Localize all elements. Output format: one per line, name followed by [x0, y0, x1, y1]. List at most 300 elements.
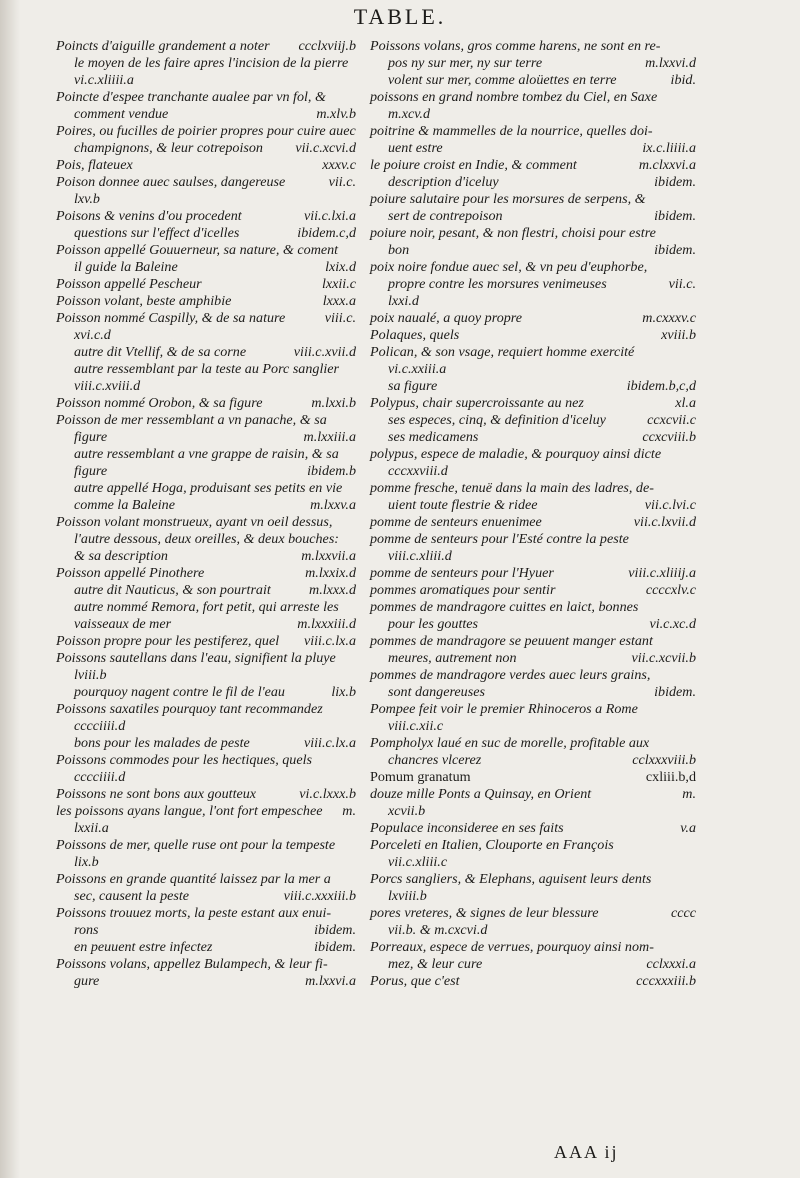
index-line [56, 735, 356, 752]
index-entry [370, 939, 696, 973]
entry-reference [350, 55, 356, 72]
entry-text: douze mille Ponts a Quinsay, en Orient [370, 786, 592, 802]
entry-reference [690, 463, 696, 480]
entry-reference [690, 344, 696, 361]
index-line [56, 633, 356, 650]
entry-reference [690, 123, 696, 140]
entry-text: rons [74, 922, 99, 938]
entry-text: questions sur l'effect d'icelles [74, 225, 240, 241]
index-line [370, 378, 696, 395]
index-line [370, 922, 696, 939]
index-line [370, 412, 696, 429]
entry-text: xcvii.b [388, 803, 426, 819]
entry-reference [690, 599, 696, 616]
index-line [56, 55, 356, 72]
index-entry [370, 514, 696, 531]
index-line [56, 123, 356, 140]
index-line [370, 259, 696, 276]
index-entry [56, 837, 356, 871]
entry-text: autre dit Vtellif, & de sa corne [74, 344, 247, 360]
entry-text: gure [74, 973, 100, 989]
entry-reference: ibidem. [654, 684, 696, 700]
index-entry [56, 242, 356, 276]
index-line [56, 956, 356, 973]
entry-text: Poison donnee auec saulses, dangereuse [56, 174, 286, 190]
entry-text: propre contre les morsures venimeuses [388, 276, 607, 292]
index-line [370, 208, 696, 225]
entry-reference [690, 548, 696, 565]
index-line [56, 38, 356, 55]
entry-reference [350, 667, 356, 684]
entry-reference: vii.c.lxvii.d [633, 514, 696, 530]
index-line [370, 820, 696, 837]
entry-reference: v.a [680, 820, 696, 836]
entry-reference: m.lxxix.d [305, 565, 356, 581]
entry-text: lxviii.b [388, 888, 427, 904]
entry-reference: cccxxxiii.b [636, 973, 696, 989]
index-line [370, 429, 696, 446]
entry-reference [350, 412, 356, 429]
entry-text: vii.b. & m.cxcvi.d [388, 922, 488, 938]
entry-text: vaisseaux de mer [74, 616, 172, 632]
entry-reference [690, 480, 696, 497]
index-entry [56, 633, 356, 650]
index-line [56, 837, 356, 854]
index-line [370, 871, 696, 888]
entry-reference [350, 599, 356, 616]
entry-reference [690, 191, 696, 208]
index-entry [370, 191, 696, 225]
entry-text: pommes de mandragore cuittes en laict, bonnes [370, 599, 639, 615]
index-line [370, 616, 696, 633]
index-line [56, 327, 356, 344]
index-line [56, 973, 356, 990]
entry-reference: vii.c.xcvi.d [295, 140, 356, 156]
entry-reference: ibid. [670, 72, 696, 88]
index-line [56, 480, 356, 497]
entry-reference: vii.c. [328, 174, 356, 190]
index-line [56, 497, 356, 514]
entry-text: sa figure [388, 378, 438, 394]
entry-reference: lxxx.a [322, 293, 356, 309]
index-entry [370, 123, 696, 157]
index-line [56, 412, 356, 429]
index-line [370, 565, 696, 582]
index-line [370, 361, 696, 378]
entry-reference: viii.c. [324, 310, 356, 326]
index-line [56, 599, 356, 616]
entry-text: comme la Baleine [74, 497, 175, 513]
entry-reference [350, 905, 356, 922]
index-line [370, 548, 696, 565]
index-entry [370, 701, 696, 735]
entry-reference [350, 446, 356, 463]
entry-reference [690, 633, 696, 650]
index-entry [56, 174, 356, 208]
index-entry [56, 38, 356, 89]
entry-text: Poincte d'espee tranchante aualee par vn fol, & [56, 89, 326, 105]
entry-text: autre ressemblant a vne grappe de raisin, & sa [74, 446, 339, 462]
entry-text: pour les gouttes [388, 616, 479, 632]
index-line [56, 718, 356, 735]
entry-reference: xviii.b [661, 327, 696, 343]
index-line [370, 769, 696, 786]
index-line [56, 276, 356, 293]
index-line [370, 395, 696, 412]
index-line [56, 616, 356, 633]
index-line [370, 956, 696, 973]
entry-reference: vii.c.xcvii.b [631, 650, 696, 666]
entry-reference [690, 361, 696, 378]
entry-text: viii.c.xviii.d [74, 378, 141, 394]
index-line [56, 259, 356, 276]
entry-text: Poisson volant monstrueux, ayant vn oeil dessus, [56, 514, 333, 530]
entry-text: Poisson nommé Orobon, & sa figure [56, 395, 263, 411]
entry-reference: viii.c.xxxiii.b [283, 888, 356, 904]
entry-text: comment vendue [74, 106, 169, 122]
entry-reference: m.lxxvi.a [305, 973, 356, 989]
index-line [370, 293, 696, 310]
entry-text: Poissons sautellans dans l'eau, signifient la pluye [56, 650, 336, 666]
entry-reference [350, 480, 356, 497]
entry-reference [690, 89, 696, 106]
index-line [56, 565, 356, 582]
entry-reference [690, 837, 696, 854]
entry-text: polypus, espece de maladie, & pourquoy ainsi dicte [370, 446, 662, 462]
left-column [56, 38, 356, 990]
index-line [370, 667, 696, 684]
index-line [56, 242, 356, 259]
index-line [370, 276, 696, 293]
entry-reference [350, 514, 356, 531]
entry-reference [690, 106, 696, 123]
entry-text: lxxii.a [74, 820, 109, 836]
index-line [370, 735, 696, 752]
entry-reference: m.lxxi.b [311, 395, 356, 411]
entry-text: ses medicamens [388, 429, 479, 445]
entry-reference: viii.c.xvii.d [293, 344, 356, 360]
entry-reference [350, 361, 356, 378]
entry-reference: ccxcvii.c [647, 412, 696, 428]
index-line [370, 803, 696, 820]
index-line [370, 701, 696, 718]
index-line [370, 242, 696, 259]
entry-text: pomme de senteurs pour l'Hyuer [370, 565, 554, 581]
index-line [56, 820, 356, 837]
entry-text: lxv.b [74, 191, 100, 207]
entry-reference: ibidem.c,d [297, 225, 356, 241]
right-column [370, 38, 696, 990]
index-entry [370, 157, 696, 191]
entry-reference: cccc [670, 905, 696, 921]
index-line [370, 55, 696, 72]
entry-text: viii.c.xliii.d [388, 548, 452, 564]
index-entry [370, 395, 696, 412]
entry-text: Poisson nommé Caspilly, & de sa nature [56, 310, 286, 326]
entry-text: pourquoy nagent contre le fil de l'eau [74, 684, 285, 700]
index-entry [56, 157, 356, 174]
entry-text: poix noire fondue auec sel, & vn peu d'euphorbe, [370, 259, 648, 275]
index-entry [370, 310, 696, 327]
entry-text: le moyen de les faire apres l'incision de la pierre [74, 55, 349, 71]
entry-text: ses especes, cinq, & definition d'iceluy [388, 412, 606, 428]
entry-text: pores vreteres, & signes de leur blessure [370, 905, 599, 921]
entry-text: cccxxviii.d [388, 463, 448, 479]
index-entry [56, 123, 356, 157]
index-line [56, 514, 356, 531]
index-line [370, 446, 696, 463]
entry-reference: m.lxxvii.a [301, 548, 356, 564]
entry-reference [350, 956, 356, 973]
index-line [370, 191, 696, 208]
index-line [56, 922, 356, 939]
index-line [56, 208, 356, 225]
entry-text: Poires, ou fucilles de poirier propres pour cuire auec [56, 123, 356, 139]
index-entry [56, 480, 356, 514]
entry-reference [690, 718, 696, 735]
index-line [370, 905, 696, 922]
index-entry [370, 480, 696, 514]
index-line [56, 905, 356, 922]
index-line [370, 514, 696, 531]
entry-reference: ibidem. [654, 208, 696, 224]
index-line [56, 939, 356, 956]
index-line [56, 429, 356, 446]
entry-text: m.xcv.d [388, 106, 430, 122]
index-line [56, 106, 356, 123]
index-line [370, 684, 696, 701]
index-entry [370, 667, 696, 701]
index-entry [56, 871, 356, 905]
index-entry [370, 327, 696, 344]
entry-text: lix.b [74, 854, 99, 870]
entry-reference: m. [682, 786, 696, 802]
index-line [370, 463, 696, 480]
index-entry [56, 752, 356, 786]
entry-reference: ccxcviii.b [642, 429, 696, 445]
index-line [56, 72, 356, 89]
entry-text: mez, & leur cure [388, 956, 483, 972]
entry-reference [350, 769, 356, 786]
index-line [56, 650, 356, 667]
entry-text: bons pour les malades de peste [74, 735, 250, 751]
index-entry [370, 565, 696, 582]
entry-text: lxxi.d [388, 293, 419, 309]
entry-reference: m.xlv.b [316, 106, 356, 122]
entry-reference: lxxii.c [321, 276, 356, 292]
index-entry [370, 871, 696, 905]
index-entry [370, 259, 696, 310]
index-entry [56, 310, 356, 344]
page-header: TABLE. [353, 4, 447, 29]
index-line [370, 89, 696, 106]
index-entry [56, 786, 356, 803]
index-line [370, 174, 696, 191]
entry-text: pos ny sur mer, ny sur terre [388, 55, 543, 71]
index-line [370, 650, 696, 667]
page-gutter-shadow [0, 0, 20, 1178]
entry-text: pomme fresche, tenuë dans la main des ladres, de- [370, 480, 654, 496]
index-entry [370, 38, 696, 72]
index-line [370, 531, 696, 548]
index-entry [56, 701, 356, 735]
entry-reference [690, 701, 696, 718]
entry-reference: ibidem. [314, 922, 356, 938]
entry-text: figure [74, 429, 108, 445]
entry-reference [690, 38, 696, 55]
index-line [56, 446, 356, 463]
index-entry [370, 837, 696, 871]
entry-text: Poisson appellé Gouuerneur, sa nature, & coment [56, 242, 339, 258]
entry-text: Poissons volans, appellez Bulampech, & leur fi- [56, 956, 328, 972]
index-entry [56, 293, 356, 310]
entry-text: le poiure croist en Indie, & comment [370, 157, 577, 173]
entry-text: sec, causent la peste [74, 888, 190, 904]
index-line [370, 327, 696, 344]
entry-reference: lix.b [331, 684, 356, 700]
index-entry [56, 582, 356, 599]
entry-text: Porcs sangliers, & Elephans, aguisent leurs dents [370, 871, 652, 887]
entry-reference: m.clxxvi.a [638, 157, 696, 173]
index-entry [370, 378, 696, 395]
entry-reference: ibidem.b,c,d [626, 378, 696, 394]
index-line [370, 718, 696, 735]
index-line [56, 548, 356, 565]
entry-text: & sa description [74, 548, 168, 564]
entry-text: Poissons saxatiles pourquoy tant recommandez [56, 701, 323, 717]
entry-text: pommes de mandragore verdes auec leurs grains, [370, 667, 651, 683]
index-line [56, 378, 356, 395]
entry-text: Populace inconsideree en ses faits [370, 820, 564, 836]
index-line [370, 310, 696, 327]
entry-reference [356, 123, 362, 140]
entry-reference [690, 871, 696, 888]
entry-reference: m.lxxvi.d [645, 55, 696, 71]
entry-text: pomme de senteurs enuenimee [370, 514, 542, 530]
index-entry [370, 786, 696, 820]
entry-reference: ibidem.b [307, 463, 356, 479]
index-entry [370, 429, 696, 446]
entry-reference: m.lxxv.a [310, 497, 356, 513]
entry-text: uent estre [388, 140, 443, 156]
entry-text: sert de contrepoison [388, 208, 503, 224]
index-line [370, 497, 696, 514]
entry-text: Poisson appellé Pescheur [56, 276, 202, 292]
entry-reference [690, 922, 696, 939]
entry-text: Pomum granatum [370, 769, 471, 785]
index-line [56, 531, 356, 548]
index-line [56, 89, 356, 106]
entry-text: cccciiii.d [74, 769, 126, 785]
entry-reference: cclxxxi.a [646, 956, 696, 972]
entry-text: Pois, flateuex [56, 157, 133, 173]
entry-reference: viii.c.xliiij.a [628, 565, 696, 581]
entry-reference: viii.c.lx.a [303, 735, 356, 751]
index-entry [370, 769, 696, 786]
index-entry [56, 276, 356, 293]
entry-text: vii.c.xliii.c [388, 854, 448, 870]
index-line [370, 38, 696, 55]
entry-text: viii.c.xii.c [388, 718, 444, 734]
entry-text: Porus, que c'est [370, 973, 460, 989]
entry-reference [690, 667, 696, 684]
index-line [56, 701, 356, 718]
entry-reference: viii.c.lx.a [303, 633, 356, 649]
entry-reference: ix.c.liiii.a [642, 140, 696, 156]
entry-text: Poissons commodes pour les hectiques, quels [56, 752, 313, 768]
entry-text: Porreaux, espece de verrues, pourquoy ainsi nom- [370, 939, 654, 955]
index-line [56, 871, 356, 888]
entry-text: Poissons en grande quantité laissez par la mer a [56, 871, 331, 887]
entry-reference [350, 378, 356, 395]
entry-reference [350, 752, 356, 769]
index-entry [56, 599, 356, 633]
entry-reference: m.cxxxv.c [642, 310, 696, 326]
index-line [370, 157, 696, 174]
index-line [56, 667, 356, 684]
entry-reference [690, 446, 696, 463]
index-entry [370, 344, 696, 378]
entry-text: meures, autrement non [388, 650, 517, 666]
index-line [56, 361, 356, 378]
entry-reference: m.lxxx.d [309, 582, 356, 598]
index-line [56, 769, 356, 786]
entry-text: xvi.c.d [74, 327, 111, 343]
entry-text: poiure noir, pesant, & non flestri, choisi pour estre [370, 225, 656, 241]
entry-reference: vi.c.xc.d [649, 616, 696, 632]
entry-text: figure [74, 463, 108, 479]
entry-text: Poissons ne sont bons aux goutteux [56, 786, 257, 802]
index-line [370, 344, 696, 361]
entry-reference: vii.c.lvi.c [644, 497, 696, 513]
index-entry [370, 412, 696, 429]
entry-reference [690, 259, 696, 276]
entry-text: Pompee feit voir le premier Rhinoceros a Rome [370, 701, 638, 717]
entry-reference [350, 242, 356, 259]
entry-reference: ibidem. [654, 242, 696, 258]
index-line [56, 803, 356, 820]
entry-reference [350, 701, 356, 718]
index-entry [370, 582, 696, 599]
entry-text: pomme de senteurs pour l'Esté contre la peste [370, 531, 629, 547]
entry-reference [350, 327, 356, 344]
index-entry [370, 225, 696, 259]
index-line [56, 786, 356, 803]
index-entry [370, 735, 696, 769]
entry-text: pommes aromatiques pour sentir [370, 582, 556, 598]
entry-text: en peuuent estre infectez [74, 939, 213, 955]
entry-reference: ccccxlv.c [645, 582, 696, 598]
entry-reference [350, 531, 356, 548]
index-entry [370, 973, 696, 990]
index-line [56, 888, 356, 905]
index-entry [370, 89, 696, 123]
entry-reference: xxxv.c [322, 157, 356, 173]
index-line [370, 786, 696, 803]
index-entry [56, 208, 356, 242]
index-entry [370, 72, 696, 89]
index-line [56, 174, 356, 191]
entry-reference [350, 820, 356, 837]
entry-reference: ibidem. [654, 174, 696, 190]
index-entry [56, 361, 356, 395]
entry-text: sont dangereuses [388, 684, 485, 700]
index-line [370, 225, 696, 242]
entry-text: Polypus, chair supercroissante au nez [370, 395, 584, 411]
entry-text: volent sur mer, comme aloüettes en terre [388, 72, 617, 88]
index-entry [56, 956, 356, 990]
index-entry [56, 684, 356, 701]
